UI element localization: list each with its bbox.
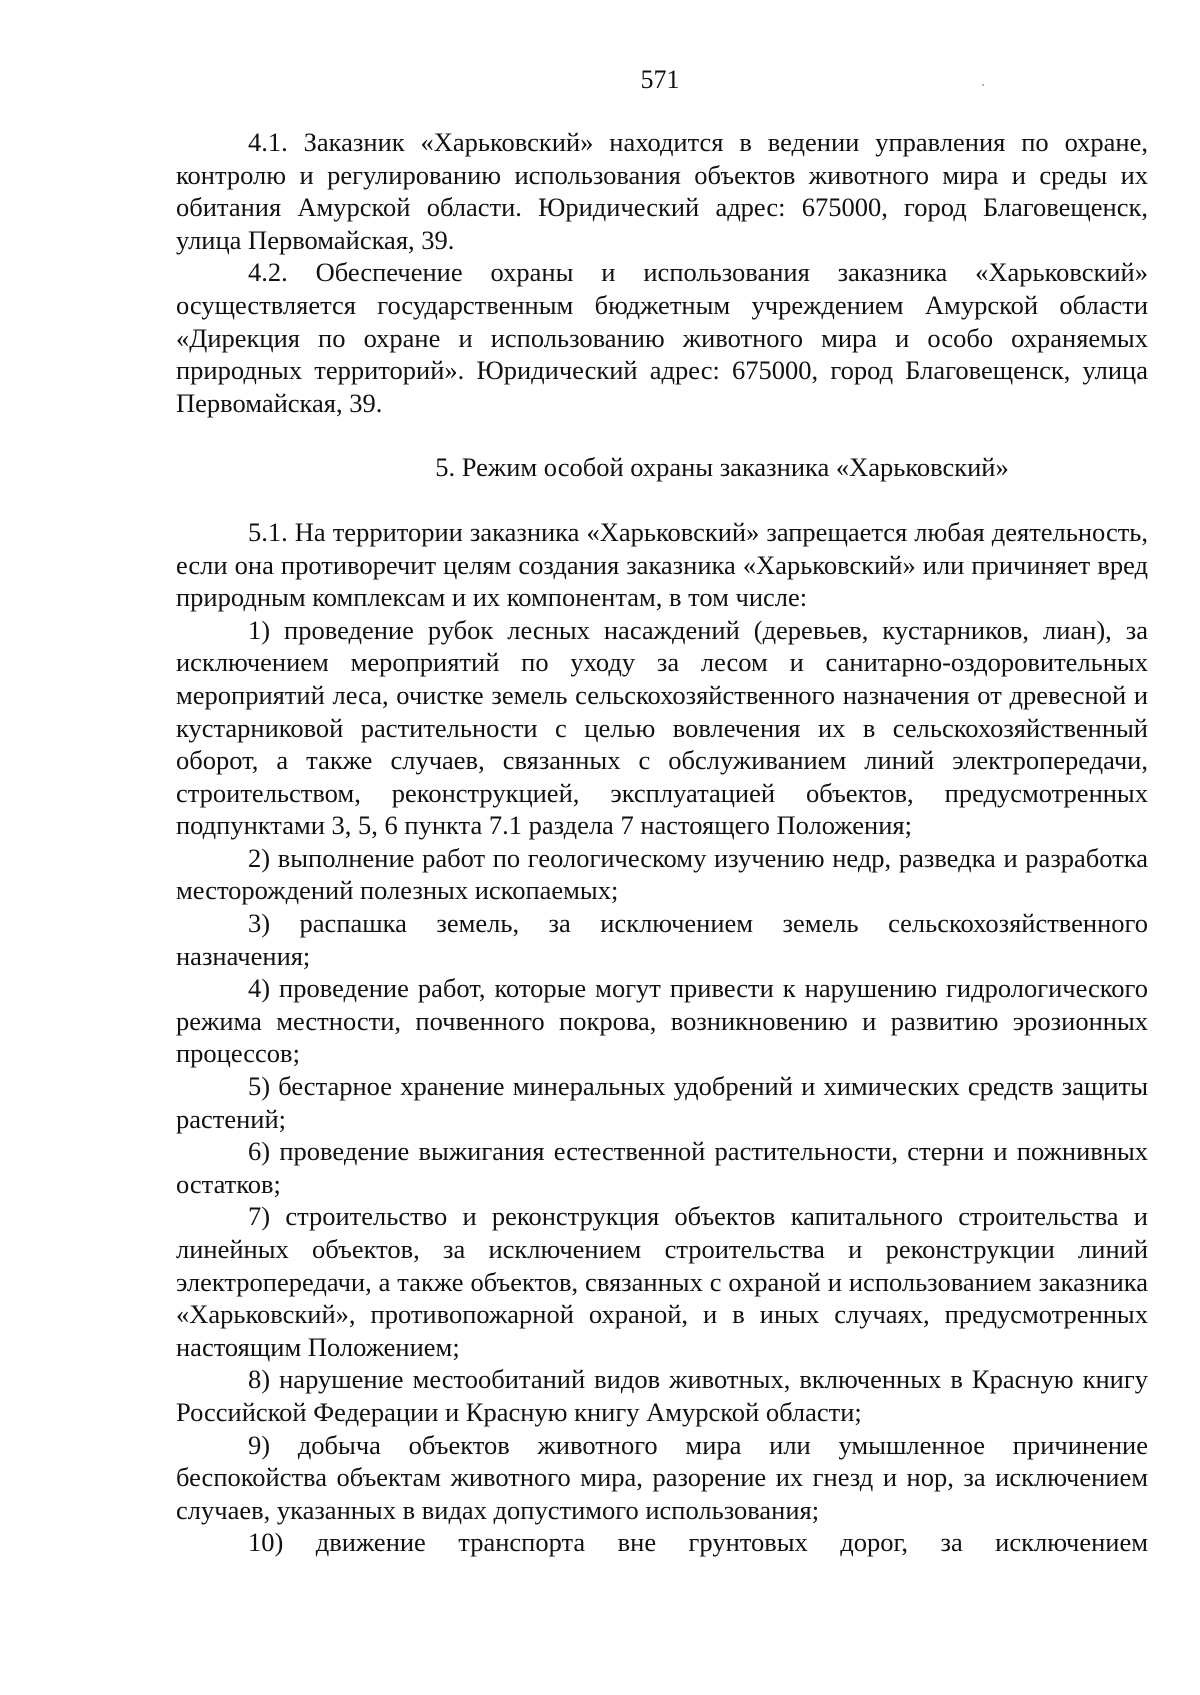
list-item-5: 5) бестарное хранение минеральных удобрений и химических средств защиты растений; xyxy=(176,1071,1148,1134)
paragraph-5-1: 5.1. На территории заказника «Харьковский» запрещается любая деятельность, если она противоречит целям создания заказника «Харьковский» или причиняет вред природным комплексам и их компонентам, в том числе: xyxy=(176,516,1148,613)
scan-speck xyxy=(982,84,984,86)
list-item-7: 7) строительство и реконструкция объектов капитального строительства и линейных объектов, за исключением строительства и реконструкции линий электропередачи, а также объектов, связанных с охраной и использованием заказника «Харьковский», противопожарной охраной, и в иных случаях, предусмотренных настоящим Положением; xyxy=(176,1201,1148,1362)
paragraph-4-2: 4.2. Обеспечение охраны и использования заказника «Харьковский» осуществляется государственным бюджетным учреждением Амурской области «Дирекция по охране и использованию животного мира и особо охраняемых природных территорий». Юридический адрес: 675000, город Благовещенск, улица Первомайская, 39. xyxy=(176,257,1148,418)
list-item-8: 8) нарушение местообитаний видов животных, включенных в Красную книгу Российской Федерации и Красную книгу Амурской области; xyxy=(176,1364,1148,1427)
page-number: 571 xyxy=(640,65,680,94)
document-body xyxy=(176,126,1148,1559)
list-item-4: 4) проведение работ, которые могут привести к нарушению гидрологического режима местности, почвенного покрова, возникновению и развитию эрозионных процессов; xyxy=(176,973,1148,1069)
list-item-3: 3) распашка земель, за исключением земель сельскохозяйственного назначения; xyxy=(176,908,1148,971)
list-item-1: 1) проведение рубок лесных насаждений (деревьев, кустарников, лиан), за исключением мероприятий по уходу за лесом и санитарно-оздоровительных мероприятий леса, очистке земель сельскохозяйственного назначения от древесной и кустарниковой растительности с целью вовлечения их в сельскохозяйственный оборот, а также случаев, связанных с обслуживанием линий электропередачи, строительством, реконструкцией, эксплуатацией объектов, предусмотренных подпунктами 3, 5, 6 пункта 7.1 раздела 7 настоящего Положения; xyxy=(176,614,1148,841)
paragraph-4-1: 4.1. Заказник «Харьковский» находится в ведении управления по охране, контролю и регулированию использования объектов животного мира и среды их обитания Амурской области. Юридический адрес: 675000, город Благовещенск, улица Первомайская, 39. xyxy=(176,127,1148,255)
list-item-9: 9) добыча объектов животного мира или умышленное причинение беспокойства объектам животного мира, разорение их гнезд и нор, за исключением случаев, указанных в видах допустимого использования; xyxy=(176,1429,1148,1525)
list-item-10: 10) движение транспорта вне грунтовых дорог, за исключением xyxy=(248,1527,1148,1558)
list-item-6: 6) проведение выжигания естественной растительности, стерни и пожнивных остатков; xyxy=(176,1136,1148,1199)
section-heading: 5. Режим особой охраны заказника «Харьковский» xyxy=(435,452,1009,483)
list-item-2: 2) выполнение работ по геологическому изучению недр, разведка и разработка месторождений полезных ископаемых; xyxy=(176,842,1148,906)
